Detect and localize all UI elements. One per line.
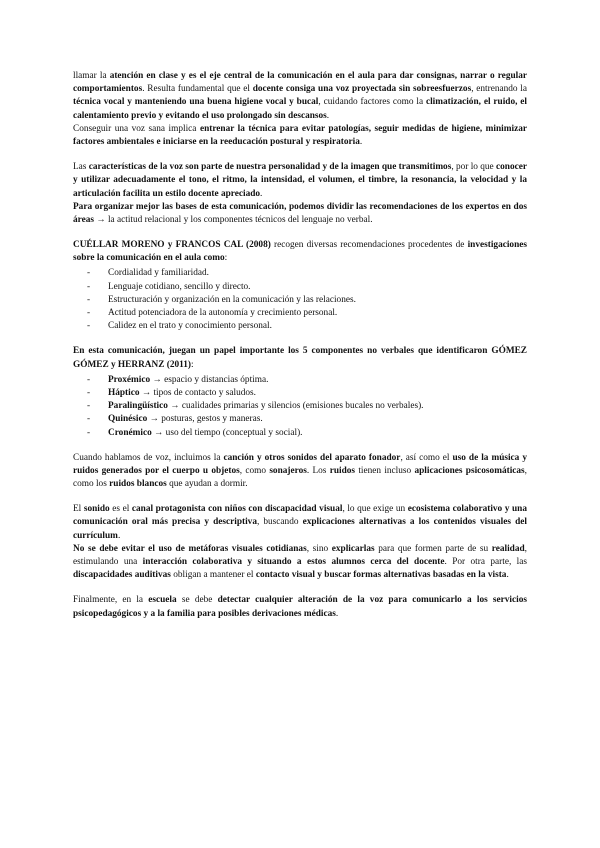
bold-span: ruidos blancos [109, 479, 167, 490]
bold-span: sonajeros [269, 465, 307, 476]
list-item [73, 374, 527, 387]
bold-span: No se debe evitar el uso de metáforas visuales cotidianas [73, 543, 307, 554]
text-span: , así como el [400, 452, 453, 463]
text-span: . [326, 110, 330, 121]
component-description: → posturas, gestos y maneras. [147, 414, 263, 425]
paragraph-visual-metaphors [73, 543, 527, 583]
list-item: - Cordialidad y familiaridad. [73, 267, 527, 280]
bold-span: interacción colaborativa y situando a estos alumnos cerca del docente [142, 557, 445, 567]
bold-span: técnica vocal y manteniendo una buena higiene vocal y bucal [73, 97, 319, 108]
bold-span: realidad [491, 543, 525, 554]
text-span: : [191, 359, 194, 370]
bold-span: En esta comunicación, juegan un papel importante los 5 componentes no verbales que identificaron [73, 346, 492, 357]
text-span: se debe [176, 595, 218, 606]
paragraph-voice-role [73, 70, 527, 123]
bold-span: explicaciones alternativas a los contenidos visuales del currículum [73, 517, 527, 541]
bold-span: explicarlas [331, 543, 375, 554]
bold-span: contacto visual y buscar formas alternativas basadas en la vista [255, 570, 507, 581]
list-item: - Lenguaje cotidiano, sencillo y directo. [73, 281, 527, 294]
bold-span: detectar cualquier alteración de la voz para comunicarlo a los servicios psicopedagógicos y a la familia para posibles derivaciones médicas [73, 595, 527, 619]
list-item [73, 400, 527, 413]
paragraph-expert-areas [73, 201, 527, 227]
bold-span: uso de la música y ruidos generados por el cuerpo u objetos [73, 452, 527, 476]
paragraph-cuellar-francos [73, 239, 527, 265]
text-span: recogen diversas recomendaciones procedentes de [270, 240, 468, 251]
list-item [73, 387, 527, 400]
bold-span: aplicaciones psicosomáticas [414, 465, 525, 476]
paragraph-conclusion [73, 594, 527, 620]
text-span: . Resulta fundamental que el [142, 84, 253, 95]
text-span: , buscando [256, 517, 303, 528]
bold-span: Para organizar mejor las bases de esta comunicación, podemos dividir las recomendaciones de los expertos en dos áreas [73, 201, 527, 225]
component-description: → tipos de contacto y saludos. [139, 387, 256, 398]
text-span: Conseguir una voz sana implica [73, 123, 200, 134]
paragraph-healthy-voice [73, 123, 527, 149]
text-span: obligan a mantener el [170, 570, 256, 581]
list-item [73, 427, 527, 440]
component-description: → cualidades primarias y silencios (emisiones bucales no verbales). [167, 401, 424, 412]
paragraph-voice-characteristics [73, 161, 527, 201]
list-item: - Actitud potenciadora de la autonomía y crecimiento personal. [73, 307, 527, 320]
text-span: Las [73, 162, 89, 173]
text-span: , sino [306, 543, 332, 554]
text-span: tienen incluso [355, 465, 415, 476]
text-span: para que formen parte de su [374, 543, 492, 554]
text-span: . [359, 136, 363, 147]
component-term: Proxémico [108, 374, 151, 385]
bold-span: climatización, el ruido, el calentamiento previo y evitando el uso prolongado sin descansos [73, 97, 528, 121]
bold-span: docente consiga una voz proyectada sin sobreesfuerzos [252, 84, 472, 95]
bold-span: entrenar la técnica para evitar patologías, seguir medidas de higiene, minimizar factores ambientales e iniciarse en la reeducación postural y respiratoria [73, 123, 527, 147]
bold-span: atención en clase y es el eje central de la comunicación en el aula para dar consignas, narrar o regular comportamientos [73, 71, 527, 95]
component-term: Paralingüístico [108, 401, 168, 412]
text-span: . [260, 188, 263, 199]
text-span: llamar la [73, 71, 110, 81]
bold-span: ecosistema colaborativo y una comunicación oral más precisa y descriptiva [73, 504, 527, 528]
recommendations-list [73, 267, 527, 333]
bold-span: canal protagonista con niños con discapacidad visual [131, 504, 343, 515]
text-span: . [117, 530, 121, 541]
bold-span: canción y otros sonidos del aparato fonador [223, 452, 401, 463]
text-span: Finalmente, en la [73, 595, 149, 606]
bold-span: ruidos [329, 465, 356, 476]
text-span: : [224, 253, 228, 264]
bold-span: características de la voz son parte de nuestra personalidad y de la imagen que transmitimos [88, 162, 452, 173]
paragraph-nonverbal-components [73, 345, 527, 371]
text-span: El [73, 504, 84, 515]
text-span: → la actitud relacional y los componentes técnicos del lenguaje no verbal. [94, 214, 373, 225]
text-span: , estimulando una [73, 543, 527, 567]
component-term: Háptico [108, 387, 140, 398]
bold-span: discapacidades auditivas [73, 570, 171, 581]
text-span: que ayudan a dormir. [166, 479, 248, 490]
bold-span: sonido [83, 504, 110, 515]
bold-span: CUÉLLAR MORENO y FRANCOS CAL (2008) [73, 240, 271, 251]
bold-span: investigaciones sobre la comunicación en el aula como [73, 240, 527, 264]
text-span: Cuando hablamos de voz, incluimos la [73, 452, 224, 463]
text-span: , lo que exige un [342, 504, 408, 515]
list-item: - Calidez en el trato y conocimiento personal. [73, 320, 527, 333]
component-term: Quinésico [108, 414, 148, 425]
component-description: → espacio y distancias óptima. [150, 374, 269, 385]
bold-span: conocer y utilizar adecuadamente el tono, el ritmo, la intensidad, el volumen, el timbre, la resonancia, la velocidad y la articulación facilita un estilo docente apreciado [73, 162, 527, 199]
component-description: → uso del tiempo (conceptual y social). [151, 427, 303, 438]
bold-span: GÓMEZ GÓMEZ y HERRANZ (2011) [73, 346, 527, 370]
text-span: es el [109, 504, 132, 515]
text-span: , cuidando factores como la [318, 97, 426, 108]
text-span: , como [239, 465, 270, 476]
text-span: . Los [306, 465, 330, 476]
text-span: , entrenando la [471, 84, 528, 95]
bold-span: escuela [148, 595, 177, 606]
text-span: , por lo que [451, 162, 497, 173]
text-span: . [335, 608, 339, 619]
text-span: , como los [73, 465, 527, 490]
text-span: . Por otra parte, las [444, 557, 527, 567]
paragraph-visual-impairment [73, 503, 527, 543]
paragraph-voice-sounds [73, 452, 527, 492]
text-span: . [506, 570, 509, 581]
list-item: - Estructuración y organización en la comunicación y las relaciones. [73, 294, 527, 307]
list-item [73, 413, 527, 426]
component-term: Cronémico [108, 427, 152, 438]
nonverbal-components-list [73, 374, 527, 440]
